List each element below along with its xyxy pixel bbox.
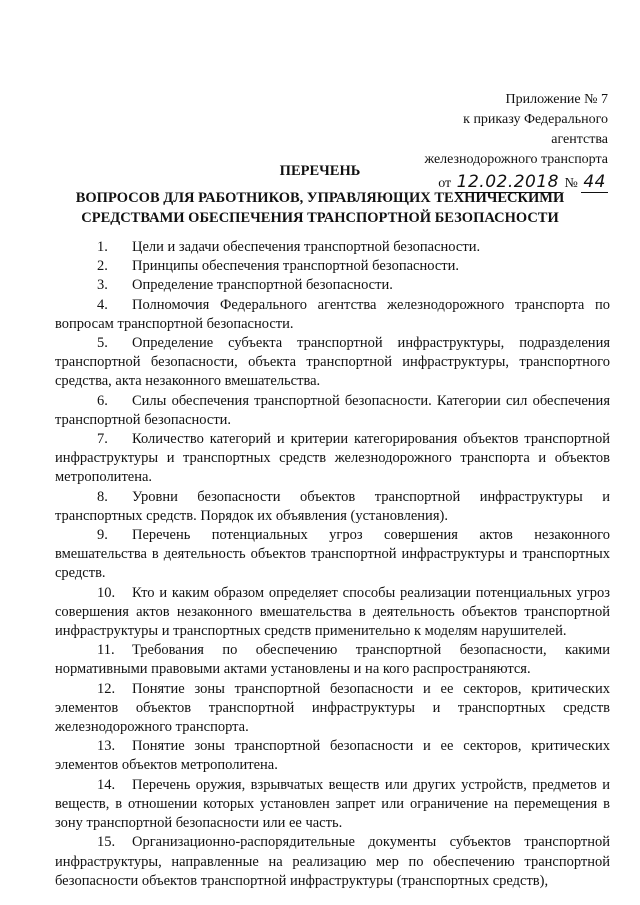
list-item xyxy=(55,257,610,276)
list-item xyxy=(55,833,610,891)
item-text: Организационно-распорядительные документы субъектов транспортной инфраструктуры, направленные на реализацию мер по обеспечению транспортной безопасности объектов транспортной инфраструктуры (транспортных средств), xyxy=(55,834,610,889)
appendix-order-ref: к приказу Федерального агентства xyxy=(463,112,608,147)
item-number: 10. xyxy=(97,584,116,601)
appendix-number: Приложение № 7 xyxy=(505,92,608,107)
title-line-1: ПЕРЕЧЕНЬ xyxy=(279,163,361,179)
question-list xyxy=(55,238,610,891)
list-item xyxy=(55,776,610,834)
list-item xyxy=(55,238,610,257)
list-item xyxy=(55,737,610,775)
item-number: 2. xyxy=(97,258,108,275)
list-item xyxy=(55,526,610,584)
item-number: 12. xyxy=(97,680,116,697)
item-text: Принципы обеспечения транспортной безопасности. xyxy=(132,258,459,275)
item-text: Требования по обеспечению транспортной безопасности, какими нормативными правовыми актами установлены и на кого распространяются. xyxy=(55,642,610,678)
item-number: 14. xyxy=(97,776,116,793)
handwritten-number: 44 xyxy=(583,172,606,192)
list-item xyxy=(55,430,610,488)
appendix-agency: железнодорожного транспорта xyxy=(424,152,608,167)
item-number: 13. xyxy=(97,738,116,755)
item-text: Понятие зоны транспортной безопасности и ее секторов, критических элементов объектов метрополитена. xyxy=(55,738,610,774)
title-line-3: СРЕДСТВАМИ ОБЕСПЕЧЕНИЯ ТРАНСПОРТНОЙ БЕЗОПАСНОСТИ xyxy=(81,210,559,226)
item-text: Цели и задачи обеспечения транспортной безопасности. xyxy=(132,239,481,255)
item-number: 7. xyxy=(97,431,108,448)
list-item xyxy=(55,276,610,295)
item-text: Кто и каким образом определяет способы реализации потенциальных угроз совершения актов незаконного вмешательства в деятельность объектов транспортной инфраструктуры и транспортных средств применительно к моделям нарушителей. xyxy=(55,584,610,640)
item-number: 3. xyxy=(97,277,108,294)
list-item xyxy=(55,641,610,679)
list-item xyxy=(55,680,610,738)
item-number: 8. xyxy=(97,488,108,505)
title-line-2: ВОПРОСОВ ДЛЯ РАБОТНИКОВ, УПРАВЛЯЮЩИХ ТЕХНИЧЕСКИМИ xyxy=(75,190,565,206)
list-item xyxy=(55,584,610,642)
list-item xyxy=(55,488,610,526)
item-number: 4. xyxy=(97,296,108,313)
item-text: Силы обеспечения транспортной безопасности. Категории сил обеспечения транспортной безопасности. xyxy=(55,392,610,428)
item-text: Понятие зоны транспортной безопасности и ее секторов, критических элементов объектов транспортной инфраструктуры и транспортных средств железнодорожного транспорта. xyxy=(55,680,610,736)
item-text: Количество категорий и критерии категорирования объектов транспортной инфраструктуры и транспортных средств железнодорожного транспорта и объектов метрополитена. xyxy=(55,431,610,486)
item-number: 15. xyxy=(97,834,116,851)
item-text: Определение субъекта транспортной инфраструктуры, подразделения транспортной безопасности, объекта транспортной инфраструктуры, транспортного средства, акта незаконного вмешательства. xyxy=(55,335,610,390)
item-number: 9. xyxy=(97,527,108,544)
item-number: 1. xyxy=(97,239,108,255)
item-text: Уровни безопасности объектов транспортной инфраструктуры и транспортных средств. Порядок их объявления (установления). xyxy=(55,488,610,524)
number-prefix: № xyxy=(564,176,578,191)
item-number: 5. xyxy=(97,335,108,352)
item-number: 11. xyxy=(97,642,115,659)
list-item xyxy=(55,392,610,430)
list-item xyxy=(55,334,610,392)
date-prefix: от xyxy=(438,176,452,191)
item-number: 6. xyxy=(97,392,108,409)
item-text: Перечень потенциальных угроз совершения актов незаконного вмешательства в деятельность объектов транспортной инфраструктуры и транспортных средств. xyxy=(55,527,610,582)
list-item xyxy=(55,296,610,334)
item-text: Перечень оружия, взрывчатых веществ или других устройств, предметов и веществ, в отношении которых установлен запрет или ограничение на перемещения в зону транспортной безопасности или ее часть. xyxy=(55,776,610,832)
item-text: Полномочия Федерального агентства железнодорожного транспорта по вопросам транспортной безопасности. xyxy=(55,296,610,332)
handwritten-date: 12.02.2018 xyxy=(456,172,559,192)
item-text: Определение транспортной безопасности. xyxy=(132,277,393,294)
document-title xyxy=(0,161,640,228)
